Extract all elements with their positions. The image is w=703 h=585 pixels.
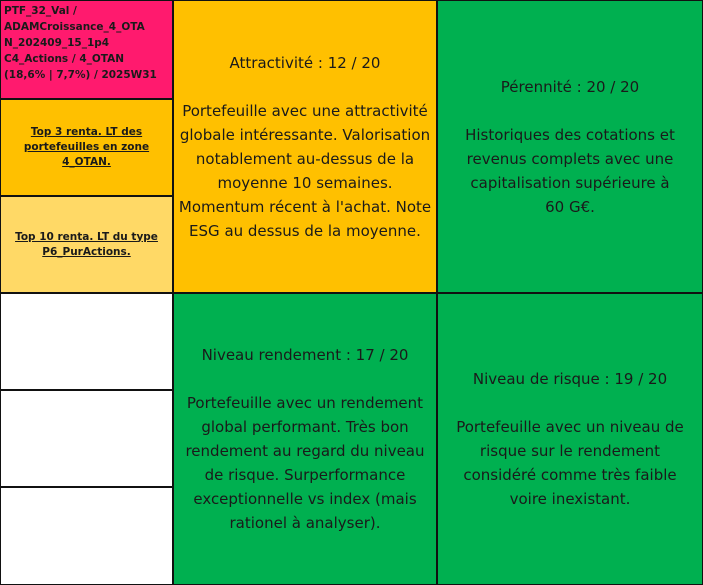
risque-title: Niveau de risque : 19 / 20	[472, 370, 668, 388]
rendement-text: Portefeuille avec un rendement global performant. Très bon rendement au regard du niveau de risque. Surperformance exceptionnelle vs index (mais rationel à analyser).	[185, 394, 425, 532]
attractivite-text: Portefeuille avec une attractivité globale intéressante. Valorisation notablement au-dessus de la moyenne 10 semaines. Momentum récent à l'achat. Note ESG au dessus de la moyenne.	[178, 101, 432, 240]
risque-box	[437, 293, 703, 585]
portfolio-id-line: PTF_32_Val /	[4, 5, 77, 17]
rendement-title: Niveau rendement : 17 / 20	[201, 346, 409, 364]
top3-ranking-label[interactable]: Top 3 renta. LT des portefeuilles en zone 4_OTAN.	[23, 126, 150, 168]
top10-ranking-label[interactable]: Top 10 renta. LT du type P6_PurActions.	[15, 230, 158, 258]
portfolio-id-line: ADAMCroissance_4_OTA	[4, 21, 145, 33]
empty-cell	[0, 293, 173, 390]
attractivite-box	[173, 0, 437, 293]
perennite-box	[437, 0, 703, 293]
risque-text: Portefeuille avec un niveau de risque sur le rendement considéré comme très faible voire inexistant.	[456, 418, 684, 508]
perennite-title: Pérennité : 20 / 20	[500, 77, 640, 96]
empty-cell	[0, 390, 173, 487]
attractivite-title: Attractivité : 12 / 20	[229, 53, 381, 72]
empty-cell	[0, 487, 173, 585]
rendement-box	[173, 293, 437, 585]
portfolio-id-line: C4_Actions / 4_OTAN	[4, 53, 125, 65]
top10-ranking-link[interactable]	[0, 196, 173, 293]
top3-ranking-link[interactable]	[0, 99, 173, 196]
portfolio-id-line: (18,6% | 7,7%) / 2025W31	[4, 69, 157, 81]
perennite-text: Historiques des cotations et revenus complets avec une capitalisation supérieure à 60 G€.	[465, 125, 675, 216]
portfolio-id-cell	[0, 0, 173, 99]
portfolio-id-line: N_202409_15_1p4	[4, 37, 110, 49]
